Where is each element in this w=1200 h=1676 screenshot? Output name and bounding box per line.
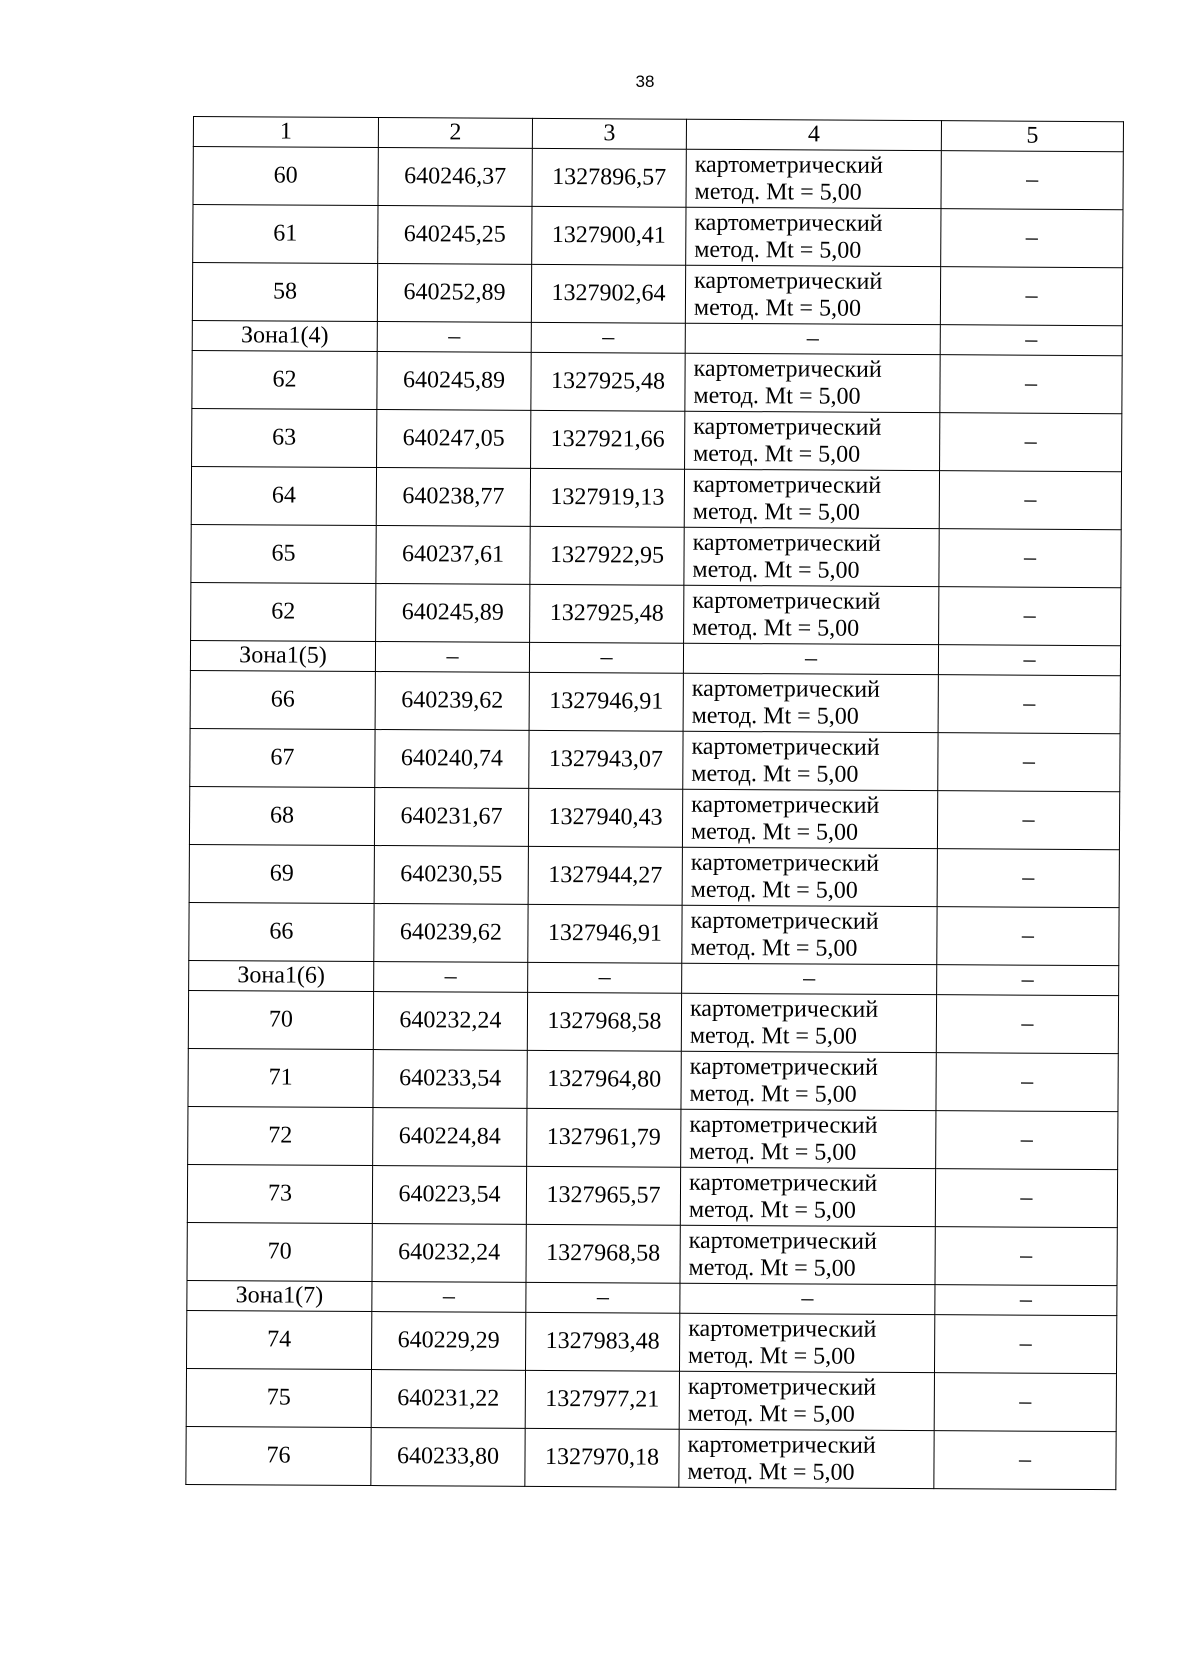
method-accuracy: метод. Mt = 5,00 bbox=[692, 614, 860, 642]
note-cell: – bbox=[939, 529, 1121, 588]
point-number-cell: 74 bbox=[187, 1310, 372, 1369]
zone-label-cell: Зона1(4) bbox=[192, 320, 377, 351]
method-accuracy: метод. Mt = 5,00 bbox=[691, 760, 859, 788]
x-coordinate-cell: 640252,89 bbox=[377, 264, 531, 323]
zone-label-cell: Зона1(5) bbox=[190, 640, 375, 671]
method-accuracy: метод. Mt = 5,00 bbox=[693, 440, 861, 468]
table-row bbox=[190, 728, 1120, 791]
method-name: картометрический bbox=[687, 1431, 876, 1459]
table-row bbox=[189, 786, 1119, 849]
table-row bbox=[187, 1222, 1117, 1285]
method-cell bbox=[679, 1371, 934, 1430]
dash-cell: – bbox=[935, 1285, 1117, 1316]
note-cell: – bbox=[941, 151, 1123, 210]
point-number-cell: 64 bbox=[191, 466, 376, 525]
method-cell bbox=[684, 527, 939, 586]
point-number-cell: 72 bbox=[188, 1106, 373, 1165]
method-cell bbox=[686, 207, 941, 266]
x-coordinate-cell: 640231,22 bbox=[371, 1370, 525, 1429]
dash-cell: – bbox=[683, 643, 938, 674]
x-coordinate-cell: 640237,61 bbox=[376, 526, 530, 585]
dash-cell: – bbox=[531, 322, 685, 353]
y-coordinate-cell: 1327921,66 bbox=[531, 410, 685, 469]
table-row bbox=[189, 844, 1119, 907]
method-accuracy: метод. Mt = 5,00 bbox=[692, 498, 860, 526]
x-coordinate-cell: 640238,77 bbox=[376, 468, 530, 527]
table-row bbox=[193, 147, 1123, 210]
method-accuracy: метод. Mt = 5,00 bbox=[693, 382, 861, 410]
method-accuracy: метод. Mt = 5,00 bbox=[688, 1196, 857, 1224]
method-name: картометрический bbox=[687, 1373, 877, 1401]
y-coordinate-cell: 1327902,64 bbox=[531, 264, 685, 323]
dash-cell: – bbox=[529, 642, 683, 673]
method-name: картометрический bbox=[693, 355, 882, 383]
dash-cell: – bbox=[377, 322, 531, 353]
note-cell: – bbox=[936, 1111, 1118, 1170]
zone-label-cell: Зона1(6) bbox=[189, 960, 374, 991]
y-coordinate-cell: 1327944,27 bbox=[528, 846, 682, 905]
method-cell bbox=[681, 993, 936, 1052]
y-coordinate-cell: 1327977,21 bbox=[525, 1370, 679, 1429]
method-accuracy: метод. Mt = 5,00 bbox=[688, 1254, 856, 1282]
x-coordinate-cell: 640246,37 bbox=[378, 148, 532, 207]
y-coordinate-cell: 1327900,41 bbox=[532, 206, 686, 265]
method-name: картометрический bbox=[689, 1053, 878, 1081]
x-coordinate-cell: 640229,29 bbox=[372, 1312, 526, 1371]
table-row bbox=[188, 990, 1118, 1053]
table-row bbox=[187, 1310, 1117, 1373]
y-coordinate-cell: 1327925,48 bbox=[530, 584, 684, 643]
method-cell bbox=[685, 411, 940, 470]
method-accuracy: метод. Mt = 5,00 bbox=[693, 294, 862, 322]
method-accuracy: метод. Mt = 5,00 bbox=[687, 1458, 855, 1486]
table-row bbox=[188, 1106, 1118, 1169]
method-cell bbox=[679, 1313, 934, 1372]
method-cell bbox=[682, 905, 937, 964]
table-row bbox=[192, 350, 1122, 413]
x-coordinate-cell: 640231,67 bbox=[374, 788, 528, 847]
method-name: картометрический bbox=[694, 151, 883, 179]
point-number-cell: 62 bbox=[191, 582, 376, 641]
y-coordinate-cell: 1327965,57 bbox=[526, 1166, 680, 1225]
header-cell-4: 4 bbox=[686, 119, 941, 150]
dash-cell: – bbox=[375, 642, 529, 673]
x-coordinate-cell: 640239,62 bbox=[374, 904, 528, 963]
y-coordinate-cell: 1327961,79 bbox=[527, 1108, 681, 1167]
x-coordinate-cell: 640230,55 bbox=[374, 846, 528, 905]
x-coordinate-cell: 640232,24 bbox=[372, 1224, 526, 1283]
point-number-cell: 66 bbox=[189, 902, 374, 961]
y-coordinate-cell: 1327968,58 bbox=[527, 992, 681, 1051]
point-number-cell: 58 bbox=[192, 263, 377, 322]
method-accuracy: метод. Mt = 5,00 bbox=[694, 236, 862, 264]
note-cell: – bbox=[935, 1169, 1117, 1228]
zone-label-cell: Зона1(7) bbox=[187, 1280, 372, 1311]
x-coordinate-cell: 640245,25 bbox=[378, 206, 532, 265]
note-cell: – bbox=[934, 1315, 1116, 1374]
dash-cell: – bbox=[940, 325, 1122, 356]
method-cell bbox=[682, 847, 937, 906]
table-row bbox=[190, 670, 1120, 733]
y-coordinate-cell: 1327970,18 bbox=[525, 1428, 679, 1487]
point-number-cell: 70 bbox=[187, 1222, 372, 1281]
point-number-cell: 63 bbox=[192, 408, 377, 467]
method-accuracy: метод. Mt = 5,00 bbox=[689, 1138, 857, 1166]
method-cell bbox=[679, 1429, 934, 1488]
method-name: картометрический bbox=[689, 995, 879, 1023]
note-cell: – bbox=[940, 267, 1122, 326]
y-coordinate-cell: 1327964,80 bbox=[527, 1050, 681, 1109]
method-cell bbox=[685, 353, 940, 412]
method-name: картометрический bbox=[692, 529, 881, 557]
table-row bbox=[187, 1164, 1117, 1227]
method-name: картометрический bbox=[690, 849, 880, 877]
x-coordinate-cell: 640223,54 bbox=[372, 1166, 526, 1225]
method-cell bbox=[686, 149, 941, 208]
method-cell bbox=[680, 1167, 935, 1226]
method-accuracy: метод. Mt = 5,00 bbox=[694, 178, 862, 206]
method-name: картометрический bbox=[691, 733, 880, 761]
point-number-cell: 66 bbox=[190, 670, 375, 729]
method-cell bbox=[685, 265, 940, 324]
dash-cell: – bbox=[682, 963, 937, 994]
header-cell-5: 5 bbox=[941, 121, 1123, 152]
point-number-cell: 70 bbox=[188, 990, 373, 1049]
point-number-cell: 71 bbox=[188, 1048, 373, 1107]
point-number-cell: 69 bbox=[189, 844, 374, 903]
table-row bbox=[192, 263, 1122, 326]
table-body bbox=[186, 147, 1123, 1490]
dash-cell: – bbox=[374, 962, 528, 993]
method-name: картометрический bbox=[691, 791, 880, 819]
method-cell bbox=[681, 1109, 936, 1168]
table-row bbox=[192, 408, 1122, 471]
method-cell bbox=[681, 1051, 936, 1110]
point-number-cell: 73 bbox=[187, 1164, 372, 1223]
method-name: картометрический bbox=[692, 471, 882, 499]
method-accuracy: метод. Mt = 5,00 bbox=[688, 1342, 856, 1370]
table-row bbox=[191, 582, 1121, 645]
method-name: картометрический bbox=[688, 1315, 877, 1343]
method-name: картометрический bbox=[691, 675, 881, 703]
point-number-cell: 75 bbox=[186, 1368, 371, 1427]
method-name: картометрический bbox=[692, 587, 881, 615]
table-row bbox=[191, 466, 1121, 529]
table-row bbox=[193, 205, 1123, 268]
x-coordinate-cell: 640239,62 bbox=[375, 672, 529, 731]
point-number-cell: 62 bbox=[192, 350, 377, 409]
method-name: картометрический bbox=[689, 1111, 878, 1139]
method-accuracy: метод. Mt = 5,00 bbox=[689, 1022, 858, 1050]
note-cell: – bbox=[938, 733, 1120, 792]
x-coordinate-cell: 640245,89 bbox=[376, 584, 530, 643]
note-cell: – bbox=[937, 907, 1119, 966]
method-accuracy: метод. Mt = 5,00 bbox=[692, 556, 860, 584]
dash-cell: – bbox=[372, 1282, 526, 1313]
note-cell: – bbox=[934, 1431, 1116, 1490]
method-name: картометрический bbox=[688, 1227, 877, 1255]
y-coordinate-cell: 1327922,95 bbox=[530, 526, 684, 585]
point-number-cell: 67 bbox=[190, 728, 375, 787]
header-cell-3: 3 bbox=[532, 118, 686, 149]
note-cell: – bbox=[935, 1227, 1117, 1286]
note-cell: – bbox=[939, 587, 1121, 646]
y-coordinate-cell: 1327968,58 bbox=[526, 1224, 680, 1283]
x-coordinate-cell: 640224,84 bbox=[373, 1108, 527, 1167]
dash-cell: – bbox=[685, 323, 940, 354]
note-cell: – bbox=[936, 1053, 1118, 1112]
method-cell bbox=[683, 673, 938, 732]
method-accuracy: метод. Mt = 5,00 bbox=[690, 934, 858, 962]
note-cell: – bbox=[940, 355, 1122, 414]
note-cell: – bbox=[936, 995, 1118, 1054]
note-cell: – bbox=[937, 849, 1119, 908]
note-cell: – bbox=[939, 471, 1121, 530]
method-cell bbox=[680, 1225, 935, 1284]
method-name: картометрический bbox=[690, 907, 879, 935]
x-coordinate-cell: 640247,05 bbox=[377, 410, 531, 469]
table-row bbox=[191, 524, 1121, 587]
note-cell: – bbox=[940, 413, 1122, 472]
method-cell bbox=[684, 469, 939, 528]
x-coordinate-cell: 640240,74 bbox=[375, 730, 529, 789]
point-number-cell: 65 bbox=[191, 524, 376, 583]
point-number-cell: 60 bbox=[193, 147, 378, 206]
point-number-cell: 76 bbox=[186, 1426, 371, 1485]
note-cell: – bbox=[941, 209, 1123, 268]
dash-cell: – bbox=[528, 962, 682, 993]
y-coordinate-cell: 1327919,13 bbox=[530, 468, 684, 527]
x-coordinate-cell: 640233,80 bbox=[371, 1428, 525, 1487]
method-name: картометрический bbox=[694, 267, 883, 295]
dash-cell: – bbox=[938, 645, 1120, 676]
x-coordinate-cell: 640232,24 bbox=[373, 992, 527, 1051]
method-accuracy: метод. Mt = 5,00 bbox=[691, 702, 859, 730]
method-accuracy: метод. Mt = 5,00 bbox=[687, 1400, 855, 1428]
method-name: картометрический bbox=[694, 209, 883, 237]
header-cell-2: 2 bbox=[378, 118, 532, 149]
note-cell: – bbox=[934, 1373, 1116, 1432]
dash-cell: – bbox=[937, 965, 1119, 996]
table-row bbox=[188, 1048, 1118, 1111]
method-accuracy: метод. Mt = 5,00 bbox=[690, 876, 858, 904]
method-cell bbox=[683, 731, 938, 790]
method-cell bbox=[682, 789, 937, 848]
table-row bbox=[186, 1426, 1116, 1489]
y-coordinate-cell: 1327943,07 bbox=[529, 730, 683, 789]
y-coordinate-cell: 1327896,57 bbox=[532, 148, 686, 207]
note-cell: – bbox=[937, 791, 1119, 850]
point-number-cell: 68 bbox=[189, 786, 374, 845]
y-coordinate-cell: 1327946,91 bbox=[528, 904, 682, 963]
table-row bbox=[189, 902, 1119, 965]
method-accuracy: метод. Mt = 5,00 bbox=[690, 818, 859, 846]
header-cell-1: 1 bbox=[193, 117, 378, 148]
dash-cell: – bbox=[680, 1283, 935, 1314]
y-coordinate-cell: 1327946,91 bbox=[529, 672, 683, 731]
table-row bbox=[186, 1368, 1116, 1431]
dash-cell: – bbox=[526, 1282, 680, 1313]
method-accuracy: метод. Mt = 5,00 bbox=[689, 1080, 857, 1108]
y-coordinate-cell: 1327925,48 bbox=[531, 352, 685, 411]
page-number: 38 bbox=[635, 72, 655, 91]
note-cell: – bbox=[938, 675, 1120, 734]
coordinates-table bbox=[185, 116, 1124, 1490]
y-coordinate-cell: 1327983,48 bbox=[525, 1312, 679, 1371]
x-coordinate-cell: 640233,54 bbox=[373, 1050, 527, 1109]
point-number-cell: 61 bbox=[193, 205, 378, 264]
method-name: картометрический bbox=[693, 413, 882, 441]
method-name: картометрический bbox=[688, 1169, 878, 1197]
x-coordinate-cell: 640245,89 bbox=[377, 352, 531, 411]
method-cell bbox=[684, 585, 939, 644]
y-coordinate-cell: 1327940,43 bbox=[528, 788, 682, 847]
